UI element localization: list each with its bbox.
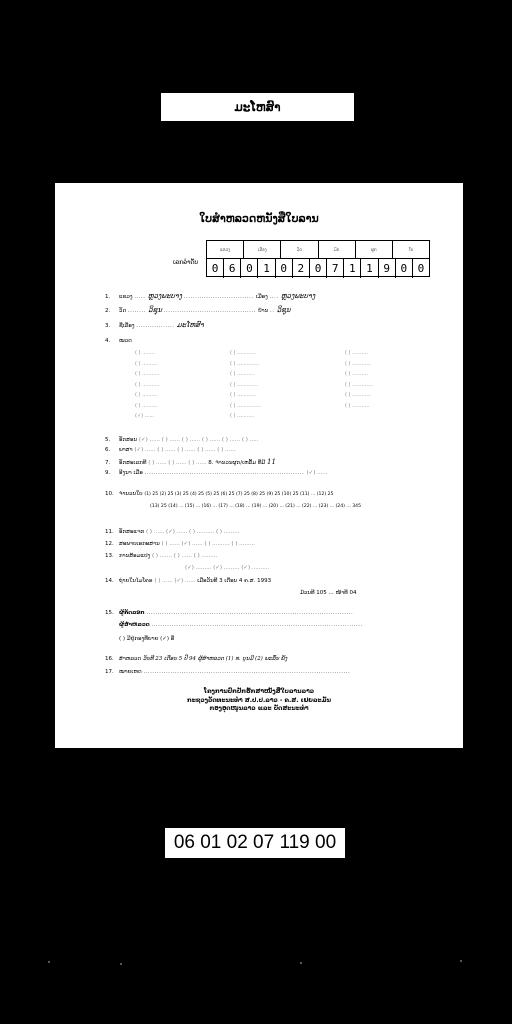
field-notes: 17. ໝາຍເຫດ ............................................................................................ [105, 669, 351, 675]
field-leaves-row2: (13) 25 (14) ... (15) ... (16) ... (17) ... (18) ... (19) ... (20) ... (21) ... (22) ... (23) ... (24) ... 345 [150, 504, 362, 509]
field-microfilm: 14. ຖ່າຍໃນໄມໂຄຣ ( ) ...... (✓) ...... ເມື່ອວັນທີ 3 ເດືອນ 4 ຄ.ສ. 1993 [105, 578, 272, 584]
number-digit: 0 [207, 259, 224, 278]
number-digit: 0 [241, 259, 258, 278]
microfilm-roll: ມ້ວນທີ 105 ... ໜ້າທີ 04 [300, 590, 357, 596]
field-material: 7. ອັກສະເລກທີ ( ) ...... ( ) ...... ( ) ...... 8. ຈຳນວນຜູກ/ເຫລັ້ມ ທີ່ມີ 11 [105, 458, 276, 466]
film-speck [300, 962, 302, 964]
field-surveyor-label: ຜູ້ສຳຫລວດ .............................................................................................. [119, 622, 363, 628]
form-footer [55, 688, 463, 714]
number-digit: 7 [327, 259, 344, 278]
field-category: 4. ໝວດ [105, 338, 132, 344]
field-language: 6. ພາສາ (✓) ...... ( ) ...... ( ) ...... ( ) ...... ( ) ...... [105, 447, 236, 453]
number-header: ໃບ [408, 246, 414, 252]
number-header: ວັດ [281, 241, 318, 258]
field-repair: 13. ການສ້ອມແປງ ( ) ....... ( ) ...... ( ) ......... [105, 553, 218, 559]
number-digit: 1 [258, 259, 275, 278]
number-header: ຜູກ [356, 241, 393, 258]
number-digit: 0 [310, 259, 327, 278]
number-digit: 6 [224, 259, 241, 278]
film-speck [460, 960, 462, 962]
number-header: ມັດ [319, 241, 356, 258]
field-temple: 2. ວັດ ........ ວິຊຸນ ......................................... ບ້ານ .. ວິຊຸນ [105, 306, 291, 314]
footer-line: ໂຄງການປົກປັກຮັກສາໜັງສືໃບລານລາວ [203, 688, 315, 695]
number-label: ເລກລຳດັບ [173, 259, 199, 266]
film-speck [120, 963, 122, 965]
field-leaves: 10. ຈຳນວນໃບ (1) 25 (2) 25 (3) 25 (4) 25 (5) 25 (6) 25 (7) 25 (8) 25 (9) 25 (10) 25 (11) ... (12) 25 [105, 491, 334, 497]
top-title-label: ມະໂຫສົາ [161, 93, 354, 121]
number-digit: 0 [396, 259, 413, 278]
number-digit: 0 [417, 262, 425, 275]
field-province: 1. ແຂວງ ..... ຫຼວງພະບາງ ............................... ເມືອງ .... ຫຼວງພະບາງ [105, 292, 316, 300]
field-copier: 15. ຜູ້ຄັດລອກ ............................................................................................ [105, 610, 354, 616]
footer-line: ກອງອຸດໜູນລາວ ແລະ ບັດສະນະທຳ [209, 705, 309, 712]
film-speck [48, 961, 50, 963]
number-header: ເມືອງ [244, 241, 281, 258]
field-survey-date: 16. ສຳຫລວດ ວັນທີ 23 ເດືອນ 5 ປີ 94 ຜູ້ສຳຫລວດ (1) ທ. ບຸນມີ (2) ພະລົ້ນ ພັ້ງ [105, 656, 288, 662]
footer-line: ກະຊວງວັດທະນະທຳ ສ.ປ.ປ.ລາວ - ຄ.ສ. ເຢຍລະມັນ [187, 696, 331, 704]
number-digit: 0 [276, 259, 293, 278]
number-digit: 9 [379, 259, 396, 278]
field-title: 3. ຊື່ເລື່ອງ ................. ມະໂຫສົາ [105, 321, 204, 329]
manuscript-id-label: 06 01 02 07 119 00 [165, 828, 345, 858]
number-digit: 1 [361, 259, 378, 278]
manuscript-number-table [206, 240, 430, 277]
form-title: ໃບສຳຫລວດຫນັງສືໃບລານ [199, 212, 319, 225]
number-digit: 1 [344, 259, 361, 278]
survey-form-page: ໃບສຳຫລວດຫນັງສືໃບລານ ເລກລຳດັບ ແຂວງ ເມືອງ ວັດ ມັດ ຜູກ ໃບ 0 6 0 1 0 2 0 7 1 1 9 0 0 1. ແຂວງ ..... ຫຼວງພະບາງ ............................... ເມືອງ .... ຫຼວງພະບາງ 2. ວັດ ........ ວິຊຸນ ......................................... ບ້ານ .. ວິຊຸນ 3. ຊື່ເລື່ອງ ................. ມະໂຫສົາ 4. ໝວດ ( ) ........ ( ) .......... ( ) ........... ( ) ........... ( ) .......... ( ) .......... (✓) ...... ( ) ............ ( ) .............. ( ) ........... ( ) ............. ( ) ............ ( ) ............... ( ) ........... ( ) .......... ( ) ............ ( ) .......... ( ) ............. ( ) ............ ( ) ........... 5. ອັກສອນ (✓) ...... ( ) ...... ( ) ...... ( ) ...... ( ) ...... ( ) ..... 6. ພາສາ (✓) ...... ( ) ...... ( ) ...... ( ) ...... ( ) ...... 7. ອັກສະເລກທີ ( ) ...... ( ) ...... ( ) ...... 8. ຈຳນວນຜູກ/ເຫລັ້ມ ທີ່ມີ 11 9. ອີງນາ ເມື່ອ ....................................................................... (✓) ...... 10. ຈຳນວນໃບ (1) 25 (2) 25 (3) 25 (4) 25 (5) 25 (6) 25 (7) 25 (8) 25 (9) 25 (10) 25 (11) ... (12) 25 (13) 25 (14) ... (15) ... (16) ... (17) ... (18) ... (19) ... (20) ... (21) ... (22) ... (23) ... (24) ... 345 11. ອັກສະແຈກ ( ) ...... (✓) ...... ( ) .......... ( ) ......... 12. ສະພາບເອກະສານ ( ) ...... (✓) ...... ( ) .......... ( ) ......... 13. ການສ້ອມແປງ ( ) ....... ( ) ...... ( ) ......... (✓) ......... (✓) ......... (✓) .......... 14. ຖ່າຍໃນໄມໂຄຣ ( ) ...... (✓) ...... ເມື່ອວັນທີ 3 ເດືອນ 4 ຄ.ສ. 1993 ມ້ວນທີ 105 ... ໜ້າທີ 04 15. ຜູ້ຄັດລອກ ............................................................................................ ຜູ້ສຳຫລວດ .............................................................................................. ( ) ມີຢູ່ກອງທີ່ຍາຍ (✓) ອີ່ 16. ສຳຫລວດ ວັນທີ 23 ເດືອນ 5 ປີ 94 ຜູ້ສຳຫລວດ (1) ທ. ບຸນມີ (2) ພະລົ້ນ ພັ້ງ 17. ໝາຍເຫດ ............................................................................................ ໂຄງການປົກປັກຮັກສາໜັງສືໃບລານລາວ ກະຊວງວັດທະນະທຳ ສ.ປ.ປ.ລາວ - ຄ.ສ. ເຢຍລະມັນ ກອງອຸດໜູນລາວ ແລະ ບັດສະນະທຳ [55, 183, 463, 748]
field-copy-existence: ( ) ມີຢູ່ກອງທີ່ຍາຍ (✓) ອີ່ [119, 636, 175, 642]
number-digit: 2 [293, 259, 310, 278]
number-header: ແຂວງ [207, 241, 244, 258]
repair-options-2: (✓) ......... (✓) ......... (✓) .......... [185, 565, 270, 571]
field-document-state: 12. ສະພາບເອກະສານ ( ) ...... (✓) ...... ( ) .......... ( ) ......... [105, 541, 255, 547]
field-script: 5. ອັກສອນ (✓) ...... ( ) ...... ( ) ...... ( ) ...... ( ) ...... ( ) ..... [105, 437, 259, 443]
field-condition: 11. ອັກສະແຈກ ( ) ...... (✓) ...... ( ) .......... ( ) ......... [105, 529, 240, 535]
field-copied: 9. ອີງນາ ເມື່ອ ....................................................................... (✓) ...... [105, 470, 328, 476]
